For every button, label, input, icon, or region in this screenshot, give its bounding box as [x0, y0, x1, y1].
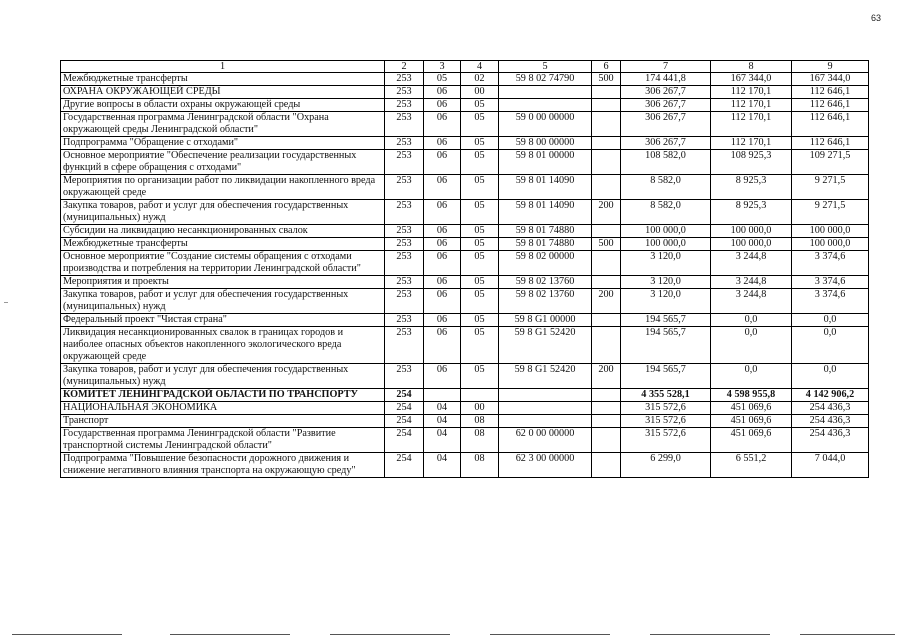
- section-code-cell: 06: [424, 314, 461, 327]
- target-article-cell: 59 8 02 13760: [499, 276, 592, 289]
- row-name-cell: Межбюджетные трансферты: [61, 73, 385, 86]
- row-name-cell: Транспорт: [61, 415, 385, 428]
- section-code-cell: 06: [424, 86, 461, 99]
- ministry-code-cell: 253: [385, 73, 424, 86]
- amount-year3-cell: 254 436,3: [792, 428, 869, 453]
- row-name-cell: Субсидии на ликвидацию несанкционированных свалок: [61, 225, 385, 238]
- target-article-cell: 59 8 02 13760: [499, 289, 592, 314]
- amount-year3-cell: 9 271,5: [792, 200, 869, 225]
- target-article-cell: 59 8 00 00000: [499, 137, 592, 150]
- table-row: [61, 389, 869, 402]
- expense-type-cell: [592, 428, 621, 453]
- amount-year2-cell: 451 069,6: [711, 415, 792, 428]
- amount-year2-cell: 0,0: [711, 327, 792, 364]
- ministry-code-cell: 253: [385, 225, 424, 238]
- amount-year2-cell: 100 000,0: [711, 225, 792, 238]
- section-code-cell: 06: [424, 225, 461, 238]
- ministry-code-cell: 254: [385, 415, 424, 428]
- subsection-code-cell: 05: [461, 327, 499, 364]
- amount-year3-cell: 7 044,0: [792, 453, 869, 478]
- amount-year2-cell: 3 244,8: [711, 276, 792, 289]
- expense-type-cell: [592, 175, 621, 200]
- amount-year3-cell: 3 374,6: [792, 251, 869, 276]
- table-row: [61, 86, 869, 99]
- ministry-code-cell: 254: [385, 428, 424, 453]
- expense-type-cell: [592, 327, 621, 364]
- table-row: [61, 112, 869, 137]
- subsection-code-cell: 05: [461, 225, 499, 238]
- row-name-cell: Основное мероприятие "Создание системы обращения с отходами производства и потребления на территории Ленинградской области": [61, 251, 385, 276]
- subsection-code-cell: 05: [461, 289, 499, 314]
- section-code-cell: 06: [424, 112, 461, 137]
- table-row: [61, 137, 869, 150]
- table-row: [61, 238, 869, 251]
- subsection-code-cell: 05: [461, 200, 499, 225]
- column-header: 3: [424, 61, 461, 73]
- target-article-cell: 59 8 01 14090: [499, 175, 592, 200]
- budget-table: [60, 60, 869, 478]
- amount-year2-cell: 112 170,1: [711, 112, 792, 137]
- table-row: [61, 150, 869, 175]
- amount-year1-cell: 315 572,6: [621, 415, 711, 428]
- expense-type-cell: [592, 225, 621, 238]
- amount-year3-cell: 100 000,0: [792, 238, 869, 251]
- target-article-cell: [499, 389, 592, 402]
- row-name-cell: Основное мероприятие "Обеспечение реализации государственных функций в сфере обращения с отходами": [61, 150, 385, 175]
- target-article-cell: 59 8 02 00000: [499, 251, 592, 276]
- ministry-code-cell: 253: [385, 99, 424, 112]
- amount-year1-cell: 3 120,0: [621, 251, 711, 276]
- subsection-code-cell: 05: [461, 238, 499, 251]
- expense-type-cell: [592, 389, 621, 402]
- ministry-code-cell: 253: [385, 86, 424, 99]
- expense-type-cell: [592, 137, 621, 150]
- target-article-cell: 59 8 01 00000: [499, 150, 592, 175]
- column-header: 5: [499, 61, 592, 73]
- target-article-cell: 59 8 G1 52420: [499, 327, 592, 364]
- ministry-code-cell: 253: [385, 137, 424, 150]
- amount-year2-cell: 451 069,6: [711, 428, 792, 453]
- ministry-code-cell: 253: [385, 289, 424, 314]
- section-code-cell: 04: [424, 453, 461, 478]
- row-name-cell: КОМИТЕТ ЛЕНИНГРАДСКОЙ ОБЛАСТИ ПО ТРАНСПОРТУ: [61, 389, 385, 402]
- row-name-cell: Государственная программа Ленинградской области "Развитие транспортной системы Ленинградской области": [61, 428, 385, 453]
- amount-year1-cell: 315 572,6: [621, 428, 711, 453]
- subsection-code-cell: 05: [461, 137, 499, 150]
- ministry-code-cell: 253: [385, 276, 424, 289]
- ministry-code-cell: 253: [385, 364, 424, 389]
- subsection-code-cell: 05: [461, 175, 499, 200]
- table-row: [61, 453, 869, 478]
- amount-year2-cell: 0,0: [711, 364, 792, 389]
- amount-year1-cell: 100 000,0: [621, 238, 711, 251]
- table-row: [61, 99, 869, 112]
- expense-type-cell: [592, 150, 621, 175]
- expense-type-cell: [592, 251, 621, 276]
- amount-year1-cell: 315 572,6: [621, 402, 711, 415]
- subsection-code-cell: 00: [461, 86, 499, 99]
- column-header: 4: [461, 61, 499, 73]
- table-row: [61, 402, 869, 415]
- amount-year1-cell: 3 120,0: [621, 276, 711, 289]
- row-name-cell: ОХРАНА ОКРУЖАЮЩЕЙ СРЕДЫ: [61, 86, 385, 99]
- section-code-cell: 05: [424, 73, 461, 86]
- footer-rule: [0, 634, 905, 635]
- column-header: 2: [385, 61, 424, 73]
- row-name-cell: Ликвидация несанкционированных свалок в границах городов и наиболее опасных объектов накопленного экологического вреда окружающей среде: [61, 327, 385, 364]
- column-header: 9: [792, 61, 869, 73]
- amount-year3-cell: 112 646,1: [792, 86, 869, 99]
- amount-year3-cell: 112 646,1: [792, 99, 869, 112]
- ministry-code-cell: 253: [385, 251, 424, 276]
- page-edge-mark: [4, 302, 8, 303]
- row-name-cell: Государственная программа Ленинградской области "Охрана окружающей среды Ленинградской области": [61, 112, 385, 137]
- subsection-code-cell: 05: [461, 99, 499, 112]
- target-article-cell: [499, 99, 592, 112]
- amount-year3-cell: 9 271,5: [792, 175, 869, 200]
- subsection-code-cell: 05: [461, 364, 499, 389]
- amount-year1-cell: 100 000,0: [621, 225, 711, 238]
- expense-type-cell: [592, 86, 621, 99]
- table-row: [61, 428, 869, 453]
- table-row: [61, 327, 869, 364]
- ministry-code-cell: 253: [385, 150, 424, 175]
- amount-year3-cell: 100 000,0: [792, 225, 869, 238]
- section-code-cell: 06: [424, 175, 461, 200]
- row-name-cell: Закупка товаров, работ и услуг для обеспечения государственных (муниципальных) нужд: [61, 289, 385, 314]
- table-row: [61, 415, 869, 428]
- column-header: 1: [61, 61, 385, 73]
- subsection-code-cell: 02: [461, 73, 499, 86]
- target-article-cell: [499, 86, 592, 99]
- row-name-cell: Другие вопросы в области охраны окружающей среды: [61, 99, 385, 112]
- target-article-cell: 59 8 02 74790: [499, 73, 592, 86]
- amount-year2-cell: 108 925,3: [711, 150, 792, 175]
- ministry-code-cell: 254: [385, 389, 424, 402]
- expense-type-cell: [592, 415, 621, 428]
- amount-year2-cell: 451 069,6: [711, 402, 792, 415]
- section-code-cell: 06: [424, 276, 461, 289]
- row-name-cell: Федеральный проект "Чистая страна": [61, 314, 385, 327]
- amount-year2-cell: 0,0: [711, 314, 792, 327]
- ministry-code-cell: 254: [385, 402, 424, 415]
- amount-year2-cell: 8 925,3: [711, 200, 792, 225]
- amount-year1-cell: 306 267,7: [621, 86, 711, 99]
- amount-year1-cell: 8 582,0: [621, 200, 711, 225]
- amount-year1-cell: 8 582,0: [621, 175, 711, 200]
- amount-year3-cell: 112 646,1: [792, 112, 869, 137]
- amount-year3-cell: 109 271,5: [792, 150, 869, 175]
- row-name-cell: Закупка товаров, работ и услуг для обеспечения государственных (муниципальных) нужд: [61, 364, 385, 389]
- target-article-cell: [499, 415, 592, 428]
- amount-year3-cell: 254 436,3: [792, 402, 869, 415]
- table-row: [61, 175, 869, 200]
- target-article-cell: 59 8 01 14090: [499, 200, 592, 225]
- subsection-code-cell: 00: [461, 402, 499, 415]
- amount-year3-cell: 0,0: [792, 327, 869, 364]
- ministry-code-cell: 253: [385, 314, 424, 327]
- target-article-cell: 59 8 01 74880: [499, 225, 592, 238]
- amount-year3-cell: 3 374,6: [792, 289, 869, 314]
- target-article-cell: 59 8 G1 00000: [499, 314, 592, 327]
- page-number: 63: [870, 13, 881, 23]
- ministry-code-cell: 253: [385, 200, 424, 225]
- section-code-cell: 06: [424, 251, 461, 276]
- target-article-cell: 62 0 00 00000: [499, 428, 592, 453]
- section-code-cell: 06: [424, 200, 461, 225]
- amount-year1-cell: 4 355 528,1: [621, 389, 711, 402]
- ministry-code-cell: 254: [385, 453, 424, 478]
- ministry-code-cell: 253: [385, 327, 424, 364]
- amount-year2-cell: 3 244,8: [711, 251, 792, 276]
- expense-type-cell: 200: [592, 364, 621, 389]
- subsection-code-cell: 08: [461, 428, 499, 453]
- table-row: [61, 364, 869, 389]
- table-row: [61, 73, 869, 86]
- section-code-cell: 06: [424, 150, 461, 175]
- row-name-cell: Подпрограмма "Обращение с отходами": [61, 137, 385, 150]
- target-article-cell: 59 8 G1 52420: [499, 364, 592, 389]
- subsection-code-cell: 05: [461, 150, 499, 175]
- row-name-cell: Подпрограмма "Повышение безопасности дорожного движения и снижение негативного влияния транспорта на окружающую среду": [61, 453, 385, 478]
- column-number-row: [61, 61, 869, 73]
- amount-year1-cell: 108 582,0: [621, 150, 711, 175]
- table-row: [61, 276, 869, 289]
- amount-year1-cell: 174 441,8: [621, 73, 711, 86]
- expense-type-cell: [592, 112, 621, 137]
- amount-year3-cell: 4 142 906,2: [792, 389, 869, 402]
- expense-type-cell: 200: [592, 200, 621, 225]
- ministry-code-cell: 253: [385, 175, 424, 200]
- amount-year3-cell: 0,0: [792, 364, 869, 389]
- row-name-cell: Межбюджетные трансферты: [61, 238, 385, 251]
- amount-year1-cell: 6 299,0: [621, 453, 711, 478]
- amount-year3-cell: 167 344,0: [792, 73, 869, 86]
- amount-year1-cell: 194 565,7: [621, 314, 711, 327]
- table-row: [61, 314, 869, 327]
- amount-year1-cell: 3 120,0: [621, 289, 711, 314]
- section-code-cell: 04: [424, 402, 461, 415]
- expense-type-cell: [592, 276, 621, 289]
- row-name-cell: Закупка товаров, работ и услуг для обеспечения государственных (муниципальных) нужд: [61, 200, 385, 225]
- subsection-code-cell: 05: [461, 314, 499, 327]
- target-article-cell: [499, 402, 592, 415]
- target-article-cell: 59 0 00 00000: [499, 112, 592, 137]
- column-header: 6: [592, 61, 621, 73]
- column-header: 7: [621, 61, 711, 73]
- amount-year2-cell: 100 000,0: [711, 238, 792, 251]
- target-article-cell: 62 3 00 00000: [499, 453, 592, 478]
- expense-type-cell: 200: [592, 289, 621, 314]
- amount-year1-cell: 194 565,7: [621, 364, 711, 389]
- expense-type-cell: [592, 453, 621, 478]
- section-code-cell: 06: [424, 99, 461, 112]
- table-row: [61, 200, 869, 225]
- amount-year3-cell: 254 436,3: [792, 415, 869, 428]
- section-code-cell: 06: [424, 289, 461, 314]
- subsection-code-cell: [461, 389, 499, 402]
- section-code-cell: 06: [424, 137, 461, 150]
- amount-year2-cell: 6 551,2: [711, 453, 792, 478]
- expense-type-cell: [592, 99, 621, 112]
- row-name-cell: Мероприятия и проекты: [61, 276, 385, 289]
- amount-year1-cell: 194 565,7: [621, 327, 711, 364]
- amount-year2-cell: 112 170,1: [711, 86, 792, 99]
- table-row: [61, 251, 869, 276]
- column-header: 8: [711, 61, 792, 73]
- table-row: [61, 289, 869, 314]
- section-code-cell: 06: [424, 327, 461, 364]
- row-name-cell: НАЦИОНАЛЬНАЯ ЭКОНОМИКА: [61, 402, 385, 415]
- target-article-cell: 59 8 01 74880: [499, 238, 592, 251]
- table-row: [61, 225, 869, 238]
- row-name-cell: Мероприятия по организации работ по ликвидации накопленного вреда окружающей среде: [61, 175, 385, 200]
- amount-year3-cell: 0,0: [792, 314, 869, 327]
- amount-year3-cell: 112 646,1: [792, 137, 869, 150]
- amount-year2-cell: 112 170,1: [711, 99, 792, 112]
- expense-type-cell: 500: [592, 238, 621, 251]
- amount-year2-cell: 167 344,0: [711, 73, 792, 86]
- ministry-code-cell: 253: [385, 238, 424, 251]
- subsection-code-cell: 08: [461, 453, 499, 478]
- amount-year1-cell: 306 267,7: [621, 137, 711, 150]
- amount-year3-cell: 3 374,6: [792, 276, 869, 289]
- subsection-code-cell: 08: [461, 415, 499, 428]
- section-code-cell: 06: [424, 364, 461, 389]
- section-code-cell: 06: [424, 238, 461, 251]
- section-code-cell: [424, 389, 461, 402]
- amount-year2-cell: 112 170,1: [711, 137, 792, 150]
- expense-type-cell: [592, 314, 621, 327]
- expense-type-cell: [592, 402, 621, 415]
- subsection-code-cell: 05: [461, 251, 499, 276]
- subsection-code-cell: 05: [461, 112, 499, 137]
- amount-year1-cell: 306 267,7: [621, 99, 711, 112]
- amount-year2-cell: 4 598 955,8: [711, 389, 792, 402]
- amount-year1-cell: 306 267,7: [621, 112, 711, 137]
- ministry-code-cell: 253: [385, 112, 424, 137]
- section-code-cell: 04: [424, 428, 461, 453]
- subsection-code-cell: 05: [461, 276, 499, 289]
- table-body: [61, 73, 869, 478]
- section-code-cell: 04: [424, 415, 461, 428]
- amount-year2-cell: 3 244,8: [711, 289, 792, 314]
- amount-year2-cell: 8 925,3: [711, 175, 792, 200]
- expense-type-cell: 500: [592, 73, 621, 86]
